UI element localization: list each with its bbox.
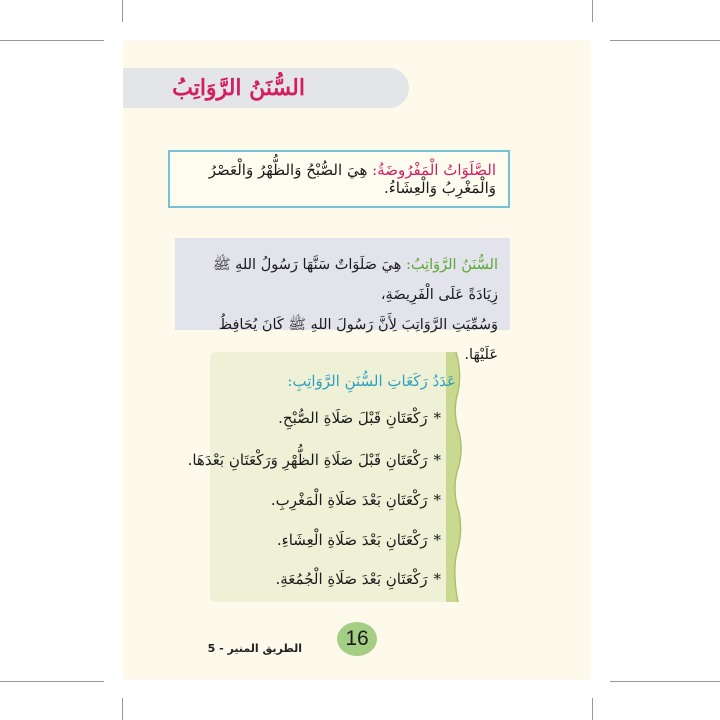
crop-mark: [592, 0, 593, 22]
crop-mark: [122, 0, 123, 22]
list-item: [271, 491, 441, 509]
page-number-badge: [337, 622, 377, 656]
list-item-text: رَكْعَتَانِ بَعْدَ صَلَاةِ الْجُمُعَةِ.: [275, 570, 428, 588]
page-number: 16: [345, 627, 369, 650]
list-heading: عَدَدُ رَكَعَاتِ السُّنَنِ الرَّوَاتِبِ:: [287, 372, 456, 390]
info-text-1: هِيَ صَلَوَاتٌ سَنَّهَا رَسُولُ اللهِ ﷺ زِيَادَةً عَلَى الْفَرِيضَةِ،: [212, 257, 498, 303]
crop-mark: [122, 698, 123, 720]
list-item-text: رَكْعَتَانِ قَبْلَ صَلَاةِ الصُّبْحِ.: [278, 409, 428, 427]
crop-mark: [0, 40, 104, 41]
crop-mark: [592, 698, 593, 720]
crop-mark: [610, 681, 720, 682]
crop-mark: [610, 40, 720, 41]
list-item: [275, 570, 441, 588]
definition-term: الصَّلَوَاتُ الْمَفْرُوضَةُ:: [372, 161, 496, 179]
bullet-star: *: [433, 570, 441, 588]
definition-text: هِيَ الصُّبْحُ وَالظُّهْرُ وَالْعَصْرُ وَالْمَغْرِبُ وَالْعِشَاءُ.: [208, 161, 496, 197]
list-item-text: رَكْعَتَانِ بَعْدَ صَلَاةِ الْمَغْرِبِ.: [270, 491, 428, 509]
bullet-star: *: [433, 409, 441, 427]
page-title: السُّنَنُ الرَّوَاتِبُ: [172, 75, 305, 101]
bullet-star: *: [433, 531, 441, 549]
list-item: [188, 451, 441, 469]
list-item: [278, 409, 441, 427]
definition-paragraph: [182, 161, 496, 197]
bullet-star: *: [433, 451, 441, 469]
bullet-star: *: [433, 491, 441, 509]
footer-book-title: الطريق المنير - 5: [207, 642, 302, 655]
info-line-1: [185, 250, 498, 310]
list-item-text: رَكْعَتَانِ قَبْلَ صَلَاةِ الظُّهْرِ وَرَكْعَتَانِ بَعْدَهَا.: [187, 451, 428, 469]
title-banner: [123, 68, 409, 108]
list-item: [277, 531, 441, 549]
info-box: [175, 238, 510, 363]
crop-mark: [0, 681, 104, 682]
definition-box: [168, 150, 510, 208]
list-item-text: رَكْعَتَانِ بَعْدَ صَلَاةِ الْعِشَاءِ.: [276, 531, 428, 549]
info-line-2: وَسُمِّيَتِ الرَّوَاتِبَ لِأَنَّ رَسُولَ اللهِ ﷺ كَانَ يُحَافِظُ عَلَيْهَا.: [218, 317, 498, 363]
info-term: السُّنَنُ الرَّوَاتِبُ:: [405, 257, 498, 273]
